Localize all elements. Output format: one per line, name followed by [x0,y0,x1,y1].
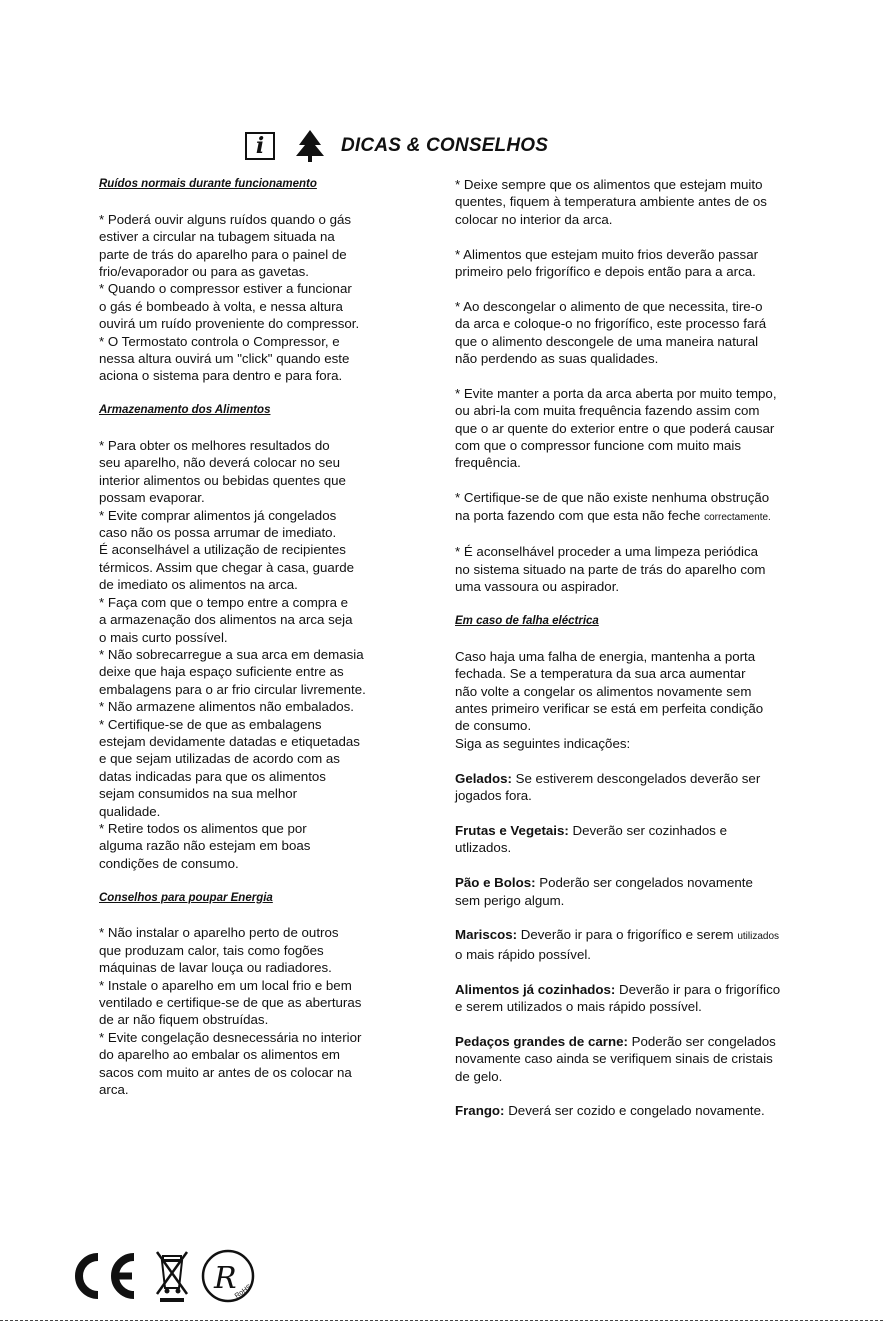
tip-defrost [455,298,805,368]
text-line: * Evite manter a porta da arca aberta por muito tempo, [455,385,777,401]
tip-cold-food [455,246,805,281]
section-heading-energy: Conselhos para poupar Energia [99,891,273,904]
text-line: deixe que haja espaço suficiente entre as [99,664,344,680]
text-line: alguma razão não estejam em boas [99,838,311,854]
food-item-carne: Pedaços grandes de carne: Poderão ser congelados novamente caso ainda se verifiquem sinais de cristais de gelo. [455,1033,776,1084]
text-line: * O Termostato controla o Compressor, e [99,333,340,349]
text-line: colocar no interior da arca. [455,211,613,227]
food-item-frango: Frango: Deverá ser cozido e congelado novamente. [455,1103,765,1119]
text-line: quentes, fiquem à temperatura ambiente antes de os [455,194,767,210]
food-item-gelados: Gelados: Se estiverem descongelados deverão ser jogados fora. [455,770,761,804]
section-heading-power-failure: Em caso de falha eléctrica [455,615,599,628]
ce-mark-icon [70,1251,140,1301]
tip-cleaning [455,543,805,595]
energy-paragraph [99,924,389,1098]
food-item-pao: Pão e Bolos: Poderão ser congelados novamente sem perigo algum. [455,875,753,908]
storage-paragraph [99,437,389,872]
text-line: * Retire todos os alimentos que por [99,820,307,836]
text-line: não volte a congelar os alimentos novamente sem [455,683,752,699]
text-line: * Poderá ouvir alguns ruídos quando o gás [99,211,352,227]
text-line: * Não armazene alimentos não embalados. [99,699,355,715]
tip-hot-food [455,176,805,228]
text-line: frequência. [455,455,521,471]
text-line: primeiro pelo frigorífico e depois então para a arca. [455,264,756,280]
text-line: * Deixe sempre que os alimentos que estejam muito [455,177,763,192]
text-line: estiver a circular na tubagem situada na [99,229,335,245]
text-line: de ar não fiquem obstruídas. [99,1012,269,1028]
text-line: uma vassoura ou aspirador. [455,579,620,595]
text-line: de imediato os alimentos na arca. [99,577,298,593]
text-line: * Não instalar o aparelho perto de outros [99,925,339,941]
power-failure-paragraph [455,648,805,752]
text-line: frio/evaporador ou para as gavetas. [99,264,309,280]
text-line: interior alimentos ou bebidas quentes que [99,472,346,488]
text-line: nessa altura ouvirá um "click" quando este [99,351,350,367]
text-line: a armazenação dos alimentos na arca seja [99,612,353,628]
text-line: * Alimentos que estejam muito frios deverão passar [455,246,759,262]
text-line: o gás é bombeado à volta, e nessa altura [99,298,343,314]
text-line: arca. [99,1082,129,1098]
text-line: que o alimento descongele de uma maneira natural [455,333,759,349]
text-line: que produzam calor, tais como fogões [99,942,324,958]
tip-obstruction [455,489,805,526]
text-line: caso não os possa arrumar de imediato. [99,525,337,541]
info-icon: i [245,132,275,160]
text-line: aciona o sistema para dentro e para fora. [99,368,343,384]
text-line: não perdendo as suas qualidades. [455,351,659,367]
text-line: antes primeiro verificar se está em perfeita condição [455,701,764,717]
text-line: com que o compressor funcione com muito mais [455,438,741,454]
text-line: da arca e coloque-o no frigorífico, este processo fará [455,316,767,332]
certification-logos [70,1248,256,1304]
text-line: ouvirá um ruído proveniente do compressor. [99,316,360,332]
text-line: * Certifique-se de que não existe nenhuma obstrução [455,490,770,506]
noise-paragraph [99,211,389,385]
text-line: datas indicadas para que os alimentos [99,768,326,784]
text-line: * Para obter os melhores resultados do [99,438,330,454]
section-heading-storage: Armazenamento dos Alimentos [99,404,271,417]
text-line: * Evite congelação desnecessária no interior [99,1029,362,1045]
food-item-frutas: Frutas e Vegetais: Deverão ser cozinhados e utlizados. [455,822,727,856]
text-line: térmicos. Assim que chegar à casa, guarde [99,559,354,575]
text-line: embalagens para o ar frio circular livremente. [99,681,366,697]
text-line: ventilado e certifique-se de que as aberturas [99,995,362,1011]
text-line: e que sejam utilizadas de acordo com as [99,751,340,767]
text-line: que o ar quente do exterior entre o que poderá causar [455,420,775,436]
text-line: sacos com muito ar antes de os colocar na [99,1064,352,1080]
section-heading-noise: Ruídos normais durante funcionamento [99,178,317,190]
text-line: parte de trás do aparelho para o painel de [99,246,347,262]
text-line: seu aparelho, não deverá colocar no seu [99,455,340,471]
svg-text:R: R [214,1261,237,1296]
text-line: * Ao descongelar o alimento de que necessita, tire-o [455,298,763,314]
bottom-divider [0,1320,883,1321]
text-line: estejam devidamente datadas e etiquetadas [99,733,360,749]
page-title: DICAS & CONSELHOS [341,135,549,156]
page-header [245,128,548,164]
text-line: * Evite comprar alimentos já congelados [99,507,337,523]
text-line: É aconselhável a utilização de recipientes [99,542,346,558]
text-line: do aparelho ao embalar os alimentos em [99,1047,340,1063]
text-line: no sistema situado na parte de trás do aparelho com [455,561,766,577]
text-line: na porta fazendo com que esta não feche correctamente. [455,507,771,523]
text-line: Siga as seguintes indicações: [455,735,631,751]
text-line: sejam consumidos na sua melhor [99,786,298,802]
svg-text:RoHS: RoHS [233,1283,254,1301]
text-line: * Não sobrecarregue a sua arca em demasia [99,646,364,662]
text-line: Caso haja uma falha de energia, mantenha a porta [455,648,756,664]
text-line: possam evaporar. [99,490,205,506]
text-line: fechada. Se a temperatura da sua arca aumentar [455,666,746,682]
text-line: * Faça com que o tempo entre a compra e [99,594,349,610]
food-item-cozinhados: Alimentos já cozinhados: Deverão ir para o frigorífico e serem utilizados o mais rápido possível. [455,981,781,1014]
tip-door-open [455,385,805,472]
rohs-icon [200,1248,256,1304]
food-item-mariscos: Mariscos: Deverão ir para o frigorífico e serem utilizados o mais rápido possível. [455,927,780,962]
text-line: condições de consumo. [99,855,239,871]
text-line: de consumo. [455,718,532,734]
right-column [455,176,805,1120]
text-line: * Quando o compressor estiver a funcionar [99,281,352,297]
weee-bin-icon [154,1248,190,1304]
text-line: o mais curto possível. [99,629,228,645]
text-line: máquinas de lavar louça ou radiadores. [99,960,332,976]
text-line: qualidade. [99,803,161,819]
text-line: * Instale o aparelho em um local frio e bem [99,977,352,993]
tree-icon [295,129,325,163]
text-line: * É aconselhável proceder a uma limpeza periódica [455,544,759,560]
text-line: * Certifique-se de que as embalagens [99,716,322,732]
left-column [99,176,389,1098]
text-line: ou abri-la com muita frequência fazendo assim com [455,403,760,419]
